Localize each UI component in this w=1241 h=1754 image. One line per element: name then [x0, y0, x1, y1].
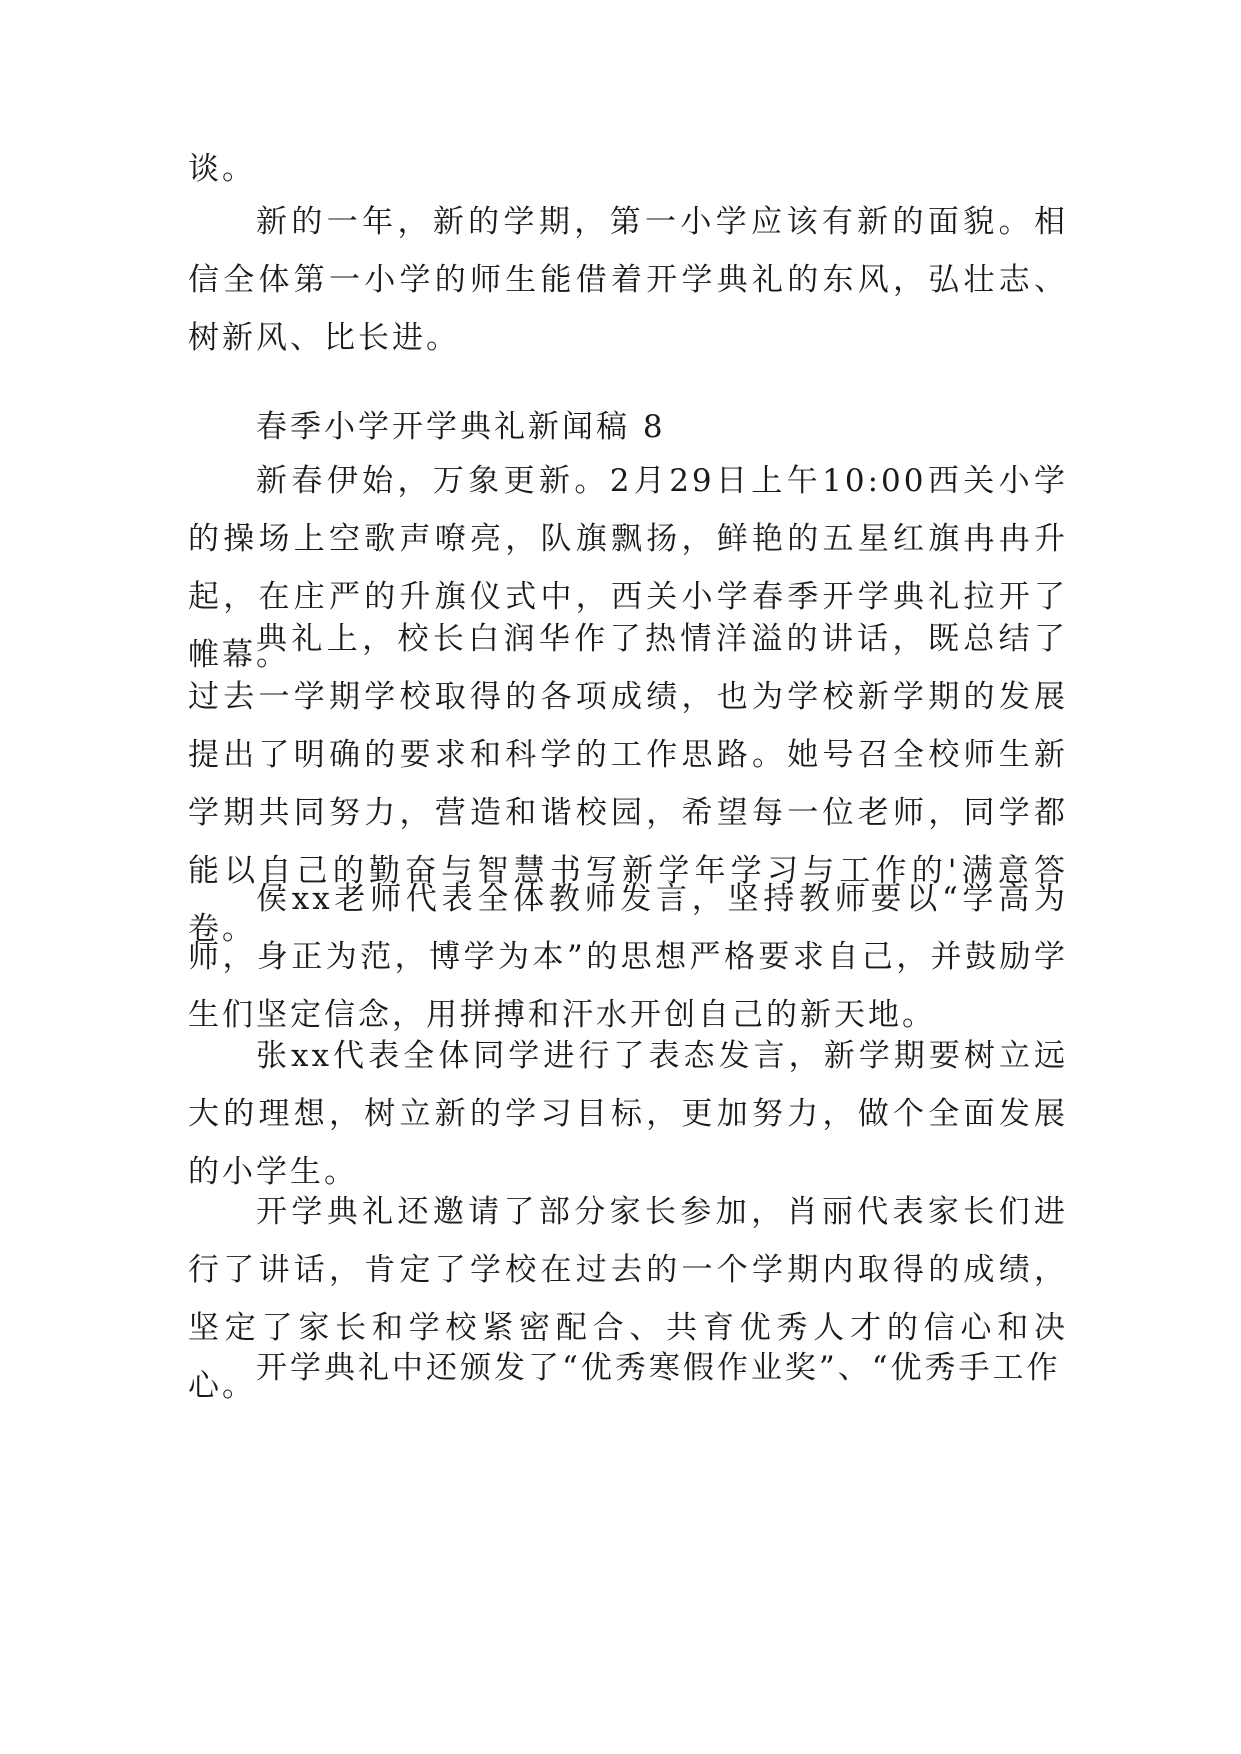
paragraph-teacher-speech: 侯xx老师代表全体教师发言，坚持教师要以“学高为师，身正为范，博学为本”的思想严格要求自己，并鼓励学生们坚定信念，用拼搏和汗水开创自己的新天地。 [188, 881, 1068, 1033]
paragraph-opening: 新春伊始，万象更新。2月29日上午10:00西关小学的操场上空歌声嘹亮，队旗飘扬，鲜艳的五星红旗冉冉升起，在庄严的升旗仪式中，西关小学春季开学典礼拉开了帷幕。 [188, 463, 1068, 673]
section-title: 春季小学开学典礼新闻稿 8 [256, 409, 666, 445]
paragraph-awards: 开学典礼中还颁发了“优秀寒假作业奖”、“优秀手工作 [256, 1350, 1061, 1386]
paragraph-new-year: 新的一年，新的学期，第一小学应该有新的面貌。相信全体第一小学的师生能借着开学典礼的东风，弘壮志、树新风、比长进。 [188, 204, 1068, 356]
continuation-text: 谈。 [188, 151, 256, 187]
paragraph-principal-speech: 典礼上，校长白润华作了热情洋溢的讲话，既总结了过去一学期学校取得的各项成绩，也为学校新学期的发展提出了明确的要求和科学的工作思路。她号召全校师生新学期共同努力，营造和谐校园，希望每一位老师，同学都能以自己的勤奋与智慧书写新学年学习与工作的'满意答卷。 [188, 621, 1068, 947]
paragraph-student-speech: 张xx代表全体同学进行了表态发言，新学期要树立远大的理想，树立新的学习目标，更加努力，做个全面发展的小学生。 [188, 1038, 1068, 1190]
paragraph-parent-speech: 开学典礼还邀请了部分家长参加，肖丽代表家长们进行了讲话，肯定了学校在过去的一个学期内取得的成绩，坚定了家长和学校紧密配合、共育优秀人才的信心和决心。 [188, 1194, 1068, 1404]
